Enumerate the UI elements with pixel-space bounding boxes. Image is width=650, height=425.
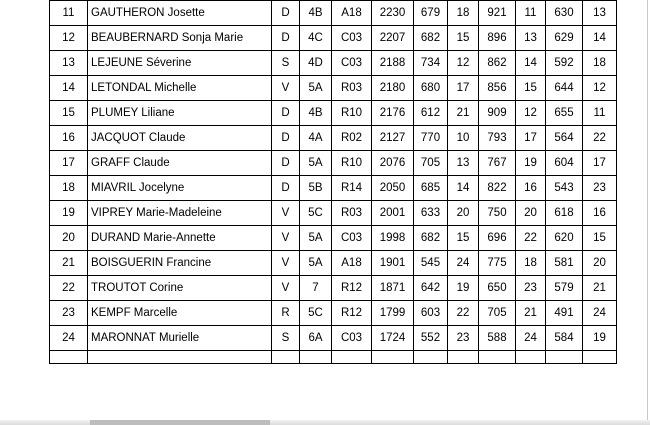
- cell-round1-rank: 10: [448, 126, 479, 151]
- cell-round2-score: 822: [479, 176, 516, 201]
- cell-name: TROUTOT Corine: [88, 276, 272, 301]
- cell-round1-rank: 24: [448, 251, 479, 276]
- cell-total: 1998: [372, 226, 414, 251]
- spacer-cell: [479, 351, 516, 364]
- cell-category: D: [272, 176, 300, 201]
- cell-round2-score: 921: [479, 1, 516, 26]
- cell-category: D: [272, 101, 300, 126]
- cell-name: LETONDAL Michelle: [88, 76, 272, 101]
- cell-round2-score: 767: [479, 151, 516, 176]
- cell-round2-rank: 13: [516, 26, 546, 51]
- cell-round1-score: 679: [414, 1, 448, 26]
- cell-round1-score: 633: [414, 201, 448, 226]
- table-row: [50, 201, 617, 226]
- table-row: [50, 26, 617, 51]
- cell-round2-rank: 22: [516, 226, 546, 251]
- table-row: [50, 251, 617, 276]
- cell-round1-rank: 15: [448, 226, 479, 251]
- cell-category: V: [272, 276, 300, 301]
- cell-category: D: [272, 126, 300, 151]
- cell-round2-score: 775: [479, 251, 516, 276]
- cell-name: PLUMEY Liliane: [88, 101, 272, 126]
- cell-round1-score: 770: [414, 126, 448, 151]
- cell-round3-rank: 22: [583, 126, 617, 151]
- cell-name: BEAUBERNARD Sonja Marie: [88, 26, 272, 51]
- cell-rank: 18: [50, 176, 88, 201]
- cell-club: R14: [332, 176, 372, 201]
- table-row: [50, 1, 617, 26]
- cell-round3-score: 543: [546, 176, 583, 201]
- results-table: [49, 0, 617, 364]
- cell-club: R12: [332, 276, 372, 301]
- cell-division: 5A: [300, 151, 332, 176]
- cell-club: C03: [332, 326, 372, 351]
- table-row: [50, 51, 617, 76]
- cell-rank: 14: [50, 76, 88, 101]
- cell-rank: 20: [50, 226, 88, 251]
- cell-total: 1871: [372, 276, 414, 301]
- cell-division: 5A: [300, 226, 332, 251]
- cell-round3-score: 491: [546, 301, 583, 326]
- cell-round1-rank: 12: [448, 51, 479, 76]
- results-table-body: [50, 1, 617, 364]
- cell-round1-score: 642: [414, 276, 448, 301]
- cell-rank: 19: [50, 201, 88, 226]
- cell-division: 4D: [300, 51, 332, 76]
- cell-total: 2050: [372, 176, 414, 201]
- cell-round2-rank: 21: [516, 301, 546, 326]
- cell-division: 4B: [300, 101, 332, 126]
- cell-club: R10: [332, 151, 372, 176]
- cell-rank: 15: [50, 101, 88, 126]
- cell-club: R12: [332, 301, 372, 326]
- table-row: [50, 76, 617, 101]
- cell-total: 2207: [372, 26, 414, 51]
- cell-round1-rank: 22: [448, 301, 479, 326]
- table-row: [50, 226, 617, 251]
- cell-round2-rank: 19: [516, 151, 546, 176]
- cell-name: DURAND Marie-Annette: [88, 226, 272, 251]
- cell-round3-rank: 14: [583, 26, 617, 51]
- table-row: [50, 276, 617, 301]
- cell-round3-score: 630: [546, 1, 583, 26]
- page-edge-right: [647, 0, 648, 425]
- cell-round3-score: 584: [546, 326, 583, 351]
- page-edge-shadow: [90, 420, 270, 425]
- cell-club: R02: [332, 126, 372, 151]
- cell-round3-rank: 11: [583, 101, 617, 126]
- cell-round3-rank: 15: [583, 226, 617, 251]
- cell-club: A18: [332, 1, 372, 26]
- cell-round3-rank: 20: [583, 251, 617, 276]
- cell-round3-score: 629: [546, 26, 583, 51]
- cell-club: C03: [332, 26, 372, 51]
- cell-name: LEJEUNE Séverine: [88, 51, 272, 76]
- cell-division: 5A: [300, 76, 332, 101]
- cell-name: GRAFF Claude: [88, 151, 272, 176]
- cell-round2-score: 705: [479, 301, 516, 326]
- cell-name: VIPREY Marie-Madeleine: [88, 201, 272, 226]
- cell-total: 2230: [372, 1, 414, 26]
- cell-round2-rank: 15: [516, 76, 546, 101]
- cell-round2-rank: 24: [516, 326, 546, 351]
- cell-name: KEMPF Marcelle: [88, 301, 272, 326]
- spacer-cell: [88, 351, 272, 364]
- cell-round3-rank: 21: [583, 276, 617, 301]
- cell-total: 2176: [372, 101, 414, 126]
- cell-category: V: [272, 251, 300, 276]
- cell-category: D: [272, 1, 300, 26]
- cell-round3-rank: 16: [583, 201, 617, 226]
- cell-round1-score: 734: [414, 51, 448, 76]
- spacer-cell: [372, 351, 414, 364]
- table-spacer-row: [50, 351, 617, 364]
- cell-club: C03: [332, 226, 372, 251]
- cell-division: 5C: [300, 201, 332, 226]
- cell-total: 2127: [372, 126, 414, 151]
- cell-round1-rank: 15: [448, 26, 479, 51]
- cell-division: 5B: [300, 176, 332, 201]
- cell-round1-rank: 14: [448, 176, 479, 201]
- cell-round2-rank: 11: [516, 1, 546, 26]
- table-row: [50, 301, 617, 326]
- cell-division: 5A: [300, 251, 332, 276]
- cell-round3-rank: 23: [583, 176, 617, 201]
- cell-round1-rank: 20: [448, 201, 479, 226]
- cell-round2-score: 588: [479, 326, 516, 351]
- table-row: [50, 326, 617, 351]
- cell-round3-score: 618: [546, 201, 583, 226]
- cell-category: V: [272, 201, 300, 226]
- cell-total: 1799: [372, 301, 414, 326]
- cell-round2-rank: 18: [516, 251, 546, 276]
- cell-rank: 23: [50, 301, 88, 326]
- cell-total: 2188: [372, 51, 414, 76]
- cell-club: R03: [332, 76, 372, 101]
- cell-name: GAUTHERON Josette: [88, 1, 272, 26]
- cell-round2-rank: 23: [516, 276, 546, 301]
- cell-division: 4B: [300, 1, 332, 26]
- cell-rank: 11: [50, 1, 88, 26]
- cell-rank: 17: [50, 151, 88, 176]
- cell-name: MIAVRIL Jocelyne: [88, 176, 272, 201]
- cell-round1-rank: 17: [448, 76, 479, 101]
- cell-division: 6A: [300, 326, 332, 351]
- cell-round2-rank: 14: [516, 51, 546, 76]
- cell-round1-rank: 19: [448, 276, 479, 301]
- cell-club: R03: [332, 201, 372, 226]
- cell-round3-score: 581: [546, 251, 583, 276]
- cell-club: A18: [332, 251, 372, 276]
- cell-total: 2076: [372, 151, 414, 176]
- table-row: [50, 176, 617, 201]
- cell-round3-score: 592: [546, 51, 583, 76]
- cell-round3-rank: 24: [583, 301, 617, 326]
- cell-round3-score: 655: [546, 101, 583, 126]
- cell-round1-score: 705: [414, 151, 448, 176]
- cell-club: R10: [332, 101, 372, 126]
- cell-round2-score: 909: [479, 101, 516, 126]
- cell-round1-score: 552: [414, 326, 448, 351]
- cell-round1-score: 680: [414, 76, 448, 101]
- table-row: [50, 151, 617, 176]
- cell-rank: 22: [50, 276, 88, 301]
- spacer-cell: [414, 351, 448, 364]
- cell-category: D: [272, 26, 300, 51]
- cell-division: 4C: [300, 26, 332, 51]
- cell-category: D: [272, 151, 300, 176]
- cell-round1-rank: 13: [448, 151, 479, 176]
- cell-round1-score: 685: [414, 176, 448, 201]
- cell-round1-rank: 18: [448, 1, 479, 26]
- cell-round3-rank: 18: [583, 51, 617, 76]
- cell-round1-score: 612: [414, 101, 448, 126]
- cell-rank: 16: [50, 126, 88, 151]
- table-row: [50, 101, 617, 126]
- cell-round3-rank: 13: [583, 1, 617, 26]
- cell-round2-rank: 16: [516, 176, 546, 201]
- cell-round3-rank: 19: [583, 326, 617, 351]
- spacer-cell: [272, 351, 300, 364]
- cell-round2-score: 862: [479, 51, 516, 76]
- cell-round3-score: 579: [546, 276, 583, 301]
- table-row: [50, 126, 617, 151]
- cell-rank: 13: [50, 51, 88, 76]
- cell-round2-rank: 12: [516, 101, 546, 126]
- cell-name: BOISGUERIN Francine: [88, 251, 272, 276]
- cell-round2-score: 696: [479, 226, 516, 251]
- cell-round1-score: 545: [414, 251, 448, 276]
- cell-rank: 12: [50, 26, 88, 51]
- cell-division: 4A: [300, 126, 332, 151]
- spacer-cell: [300, 351, 332, 364]
- cell-division: 7: [300, 276, 332, 301]
- cell-division: 5C: [300, 301, 332, 326]
- cell-category: V: [272, 76, 300, 101]
- cell-name: JACQUOT Claude: [88, 126, 272, 151]
- cell-category: V: [272, 226, 300, 251]
- spacer-cell: [448, 351, 479, 364]
- cell-round1-score: 682: [414, 26, 448, 51]
- cell-round3-rank: 17: [583, 151, 617, 176]
- cell-rank: 21: [50, 251, 88, 276]
- spacer-cell: [50, 351, 88, 364]
- cell-round2-score: 896: [479, 26, 516, 51]
- cell-category: R: [272, 301, 300, 326]
- cell-total: 2001: [372, 201, 414, 226]
- cell-round3-score: 564: [546, 126, 583, 151]
- cell-total: 2180: [372, 76, 414, 101]
- cell-round2-score: 856: [479, 76, 516, 101]
- cell-round2-score: 750: [479, 201, 516, 226]
- cell-rank: 24: [50, 326, 88, 351]
- spacer-cell: [332, 351, 372, 364]
- cell-club: C03: [332, 51, 372, 76]
- cell-round2-score: 650: [479, 276, 516, 301]
- cell-round1-rank: 21: [448, 101, 479, 126]
- cell-category: S: [272, 326, 300, 351]
- cell-name: MARONNAT Murielle: [88, 326, 272, 351]
- spacer-cell: [583, 351, 617, 364]
- cell-round1-rank: 23: [448, 326, 479, 351]
- cell-total: 1724: [372, 326, 414, 351]
- cell-total: 1901: [372, 251, 414, 276]
- cell-round1-score: 682: [414, 226, 448, 251]
- cell-round3-rank: 12: [583, 76, 617, 101]
- cell-round3-score: 604: [546, 151, 583, 176]
- cell-round3-score: 620: [546, 226, 583, 251]
- cell-round1-score: 603: [414, 301, 448, 326]
- spacer-cell: [516, 351, 546, 364]
- cell-round2-score: 793: [479, 126, 516, 151]
- cell-round2-rank: 17: [516, 126, 546, 151]
- spacer-cell: [546, 351, 583, 364]
- cell-round2-rank: 20: [516, 201, 546, 226]
- cell-round3-score: 644: [546, 76, 583, 101]
- cell-category: S: [272, 51, 300, 76]
